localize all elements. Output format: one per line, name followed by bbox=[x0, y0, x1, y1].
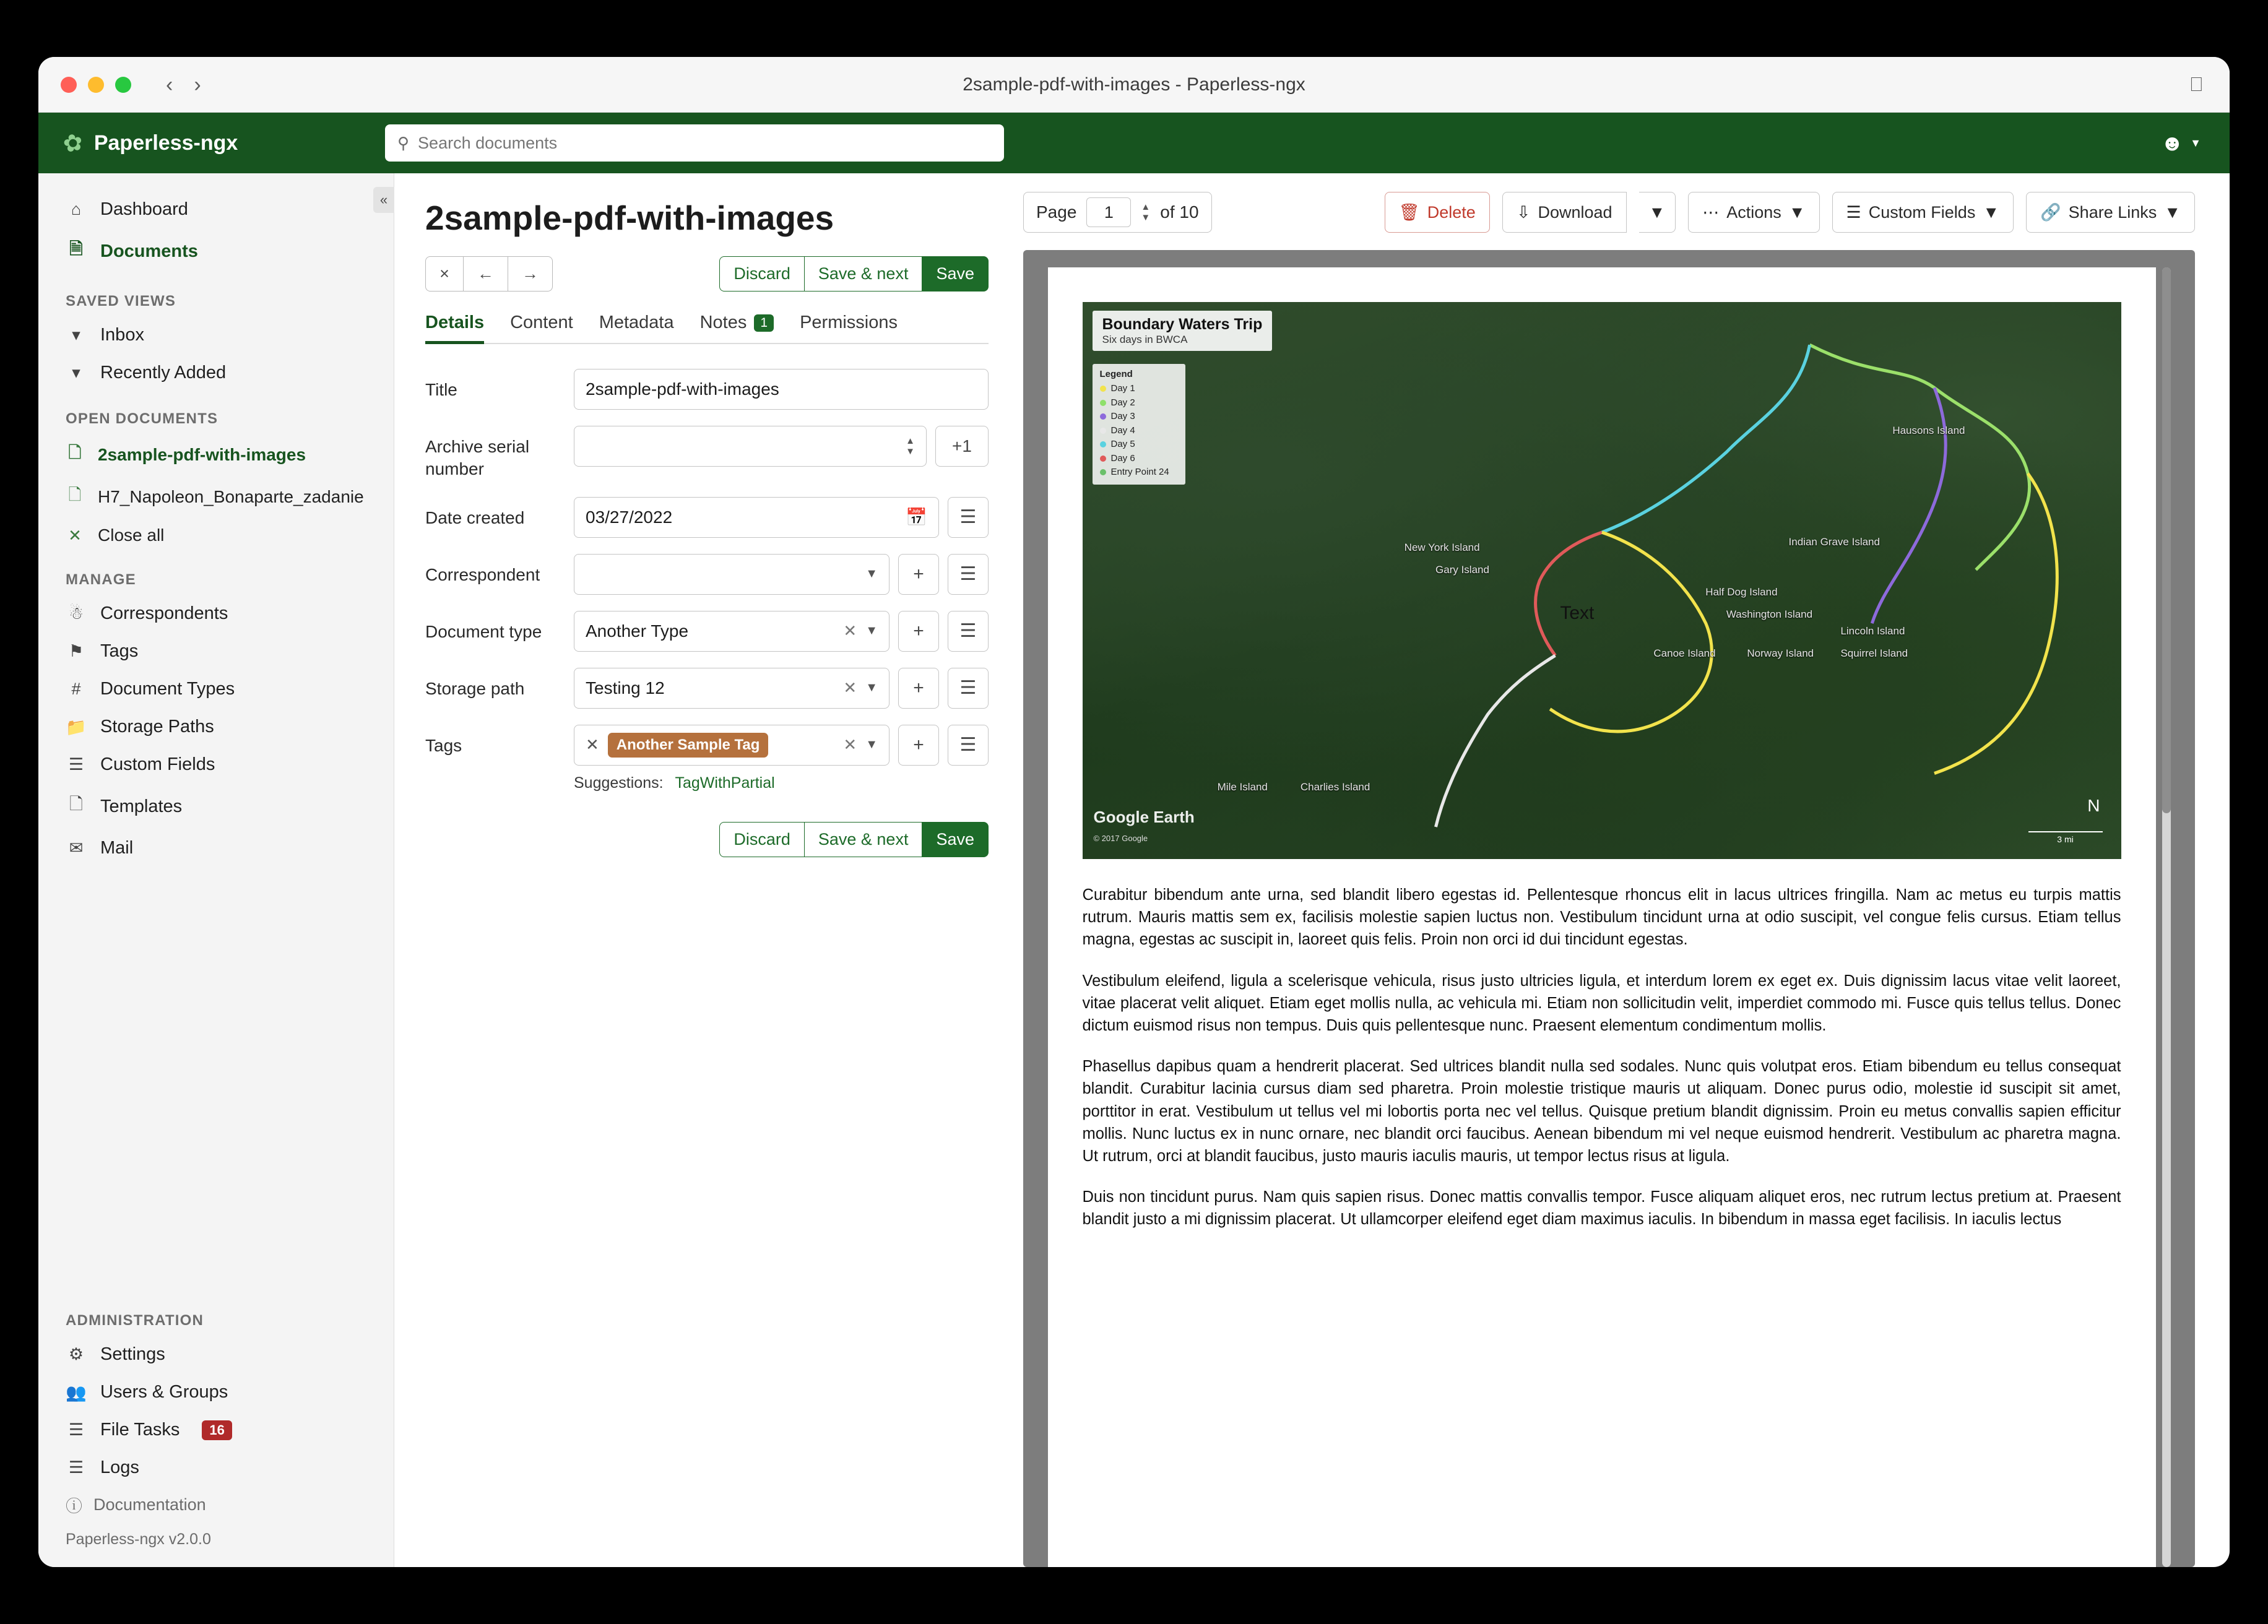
save-button-group[interactable] bbox=[719, 256, 989, 292]
sliders-icon: ☰ bbox=[68, 755, 84, 774]
sidebar-item-label: Recently Added bbox=[100, 363, 227, 382]
correspondent-filter-button[interactable]: ☰ bbox=[948, 554, 989, 595]
chevron-down-icon: ▼ bbox=[1983, 202, 2000, 222]
map-scale: 3 mi bbox=[2028, 831, 2103, 844]
sidebar-item-label: Settings bbox=[100, 1344, 165, 1364]
main-content bbox=[394, 173, 2230, 1567]
date-created-input[interactable] bbox=[574, 497, 939, 538]
legend-label: Day 6 bbox=[1110, 452, 1135, 464]
bottom-save-group bbox=[425, 822, 989, 857]
title-value: 2sample-pdf-with-images bbox=[586, 379, 779, 399]
date-created-value: 03/27/2022 bbox=[586, 507, 673, 527]
actions-button[interactable] bbox=[1688, 192, 1819, 233]
sidebar-item-custom-fields[interactable] bbox=[38, 746, 394, 784]
close-icon: ✕ bbox=[68, 525, 82, 545]
tab-label: Content bbox=[510, 313, 573, 332]
app-body bbox=[38, 173, 2230, 1567]
scrollbar-thumb[interactable] bbox=[2162, 267, 2171, 813]
funnel-icon: ▾ bbox=[72, 363, 80, 382]
storage-path-field-wrap bbox=[574, 668, 989, 709]
tag-chip[interactable]: Another Sample Tag bbox=[608, 733, 769, 758]
sidebar-item-mail[interactable] bbox=[38, 829, 394, 867]
sidebar-item-correspondents[interactable] bbox=[38, 595, 394, 633]
editor-tabs bbox=[425, 313, 989, 344]
correspondent-label: Correspondent bbox=[425, 564, 540, 584]
search-icon: ⚲ bbox=[397, 133, 410, 152]
map-label: Canoe Island bbox=[1653, 647, 1716, 659]
tab-permissions[interactable] bbox=[800, 313, 898, 343]
document-type-label: Document type bbox=[425, 621, 542, 641]
map-label: Half Dog Island bbox=[1705, 586, 1778, 598]
document-icon: 🗋 bbox=[68, 443, 82, 462]
back-icon[interactable]: ‹ bbox=[166, 72, 173, 97]
preview-scrollbar[interactable] bbox=[2162, 267, 2171, 1567]
brand-name: Paperless-ngx bbox=[93, 131, 238, 155]
legend-label: Day 1 bbox=[1110, 383, 1135, 394]
storage-path-select[interactable] bbox=[574, 668, 889, 709]
custom-fields-label: Custom Fields bbox=[1868, 202, 1976, 222]
legend-label: Entry Point 24 bbox=[1110, 467, 1169, 477]
person-icon: ☃ bbox=[68, 604, 84, 623]
home-icon: ⌂ bbox=[71, 200, 82, 218]
pdf-page bbox=[1048, 267, 2156, 1567]
chevron-down-icon: ▼ bbox=[1648, 202, 1666, 222]
document-type-select[interactable] bbox=[574, 611, 889, 652]
tags-label: Tags bbox=[425, 735, 462, 755]
window-titlebar bbox=[38, 57, 2230, 113]
field-row-storage-path bbox=[425, 668, 989, 709]
date-field-wrap bbox=[574, 497, 989, 538]
page-control[interactable] bbox=[1023, 192, 1212, 233]
sidebar-close-all[interactable] bbox=[38, 518, 394, 553]
account-menu[interactable] bbox=[2160, 130, 2201, 156]
download-button[interactable] bbox=[1502, 192, 1627, 233]
tab-details[interactable] bbox=[425, 313, 484, 343]
previous-document-button[interactable]: ← bbox=[464, 256, 508, 292]
sidebar-item-templates[interactable] bbox=[38, 784, 394, 829]
search-placeholder: Search documents bbox=[418, 133, 558, 152]
asn-label: Archive serial number bbox=[425, 437, 530, 479]
correspondent-select[interactable] bbox=[574, 554, 889, 595]
sidebar-item-label: Storage Paths bbox=[100, 717, 214, 736]
legend-label: Day 5 bbox=[1110, 439, 1135, 449]
actions-label: Actions bbox=[1726, 202, 1781, 222]
sidebar bbox=[38, 173, 394, 1567]
tag-icon: ⚑ bbox=[68, 642, 84, 660]
tags-field-wrap bbox=[574, 725, 989, 766]
sidebar-item-tags[interactable] bbox=[38, 633, 394, 670]
sidebar-item-label: Tags bbox=[100, 641, 139, 661]
sidebar-collapse-button[interactable]: « bbox=[373, 187, 394, 213]
page-stepper[interactable] bbox=[1141, 202, 1150, 222]
field-row-date-created bbox=[425, 497, 989, 538]
asn-input[interactable] bbox=[574, 426, 927, 467]
google-earth-logo: Google Earth bbox=[1093, 808, 1195, 826]
sidebar-section-saved-views: SAVED VIEWS bbox=[66, 293, 176, 309]
custom-fields-button[interactable] bbox=[1832, 192, 2014, 233]
map-label: Squirrel Island bbox=[1840, 647, 1908, 659]
funnel-icon: ▾ bbox=[72, 326, 80, 344]
tag-suggestions bbox=[574, 774, 989, 792]
date-created-label: Date created bbox=[425, 508, 525, 527]
delete-label: Delete bbox=[1427, 202, 1476, 222]
folder-icon: 📁 bbox=[66, 717, 87, 736]
chevron-down-icon: ▼ bbox=[865, 624, 878, 638]
share-links-button[interactable] bbox=[2026, 192, 2195, 233]
field-row-archive-serial-number bbox=[425, 426, 989, 481]
map-label: New York Island bbox=[1404, 542, 1480, 553]
storage-path-value: Testing 12 bbox=[586, 678, 665, 698]
link-icon: 🔗 bbox=[2040, 203, 2061, 222]
sidebar-item-label: Custom Fields bbox=[100, 754, 215, 774]
discard-button[interactable]: Discard bbox=[719, 256, 805, 292]
next-document-button[interactable]: → bbox=[508, 256, 553, 292]
chevron-down-icon: ▼ bbox=[865, 567, 878, 581]
download-label: Download bbox=[1538, 202, 1612, 222]
nav-button-group[interactable] bbox=[425, 256, 553, 292]
share-links-label: Share Links bbox=[2068, 202, 2157, 222]
tab-label: Details bbox=[425, 313, 485, 332]
page-total: of 10 bbox=[1160, 202, 1199, 222]
stepper-up-icon: ▲ bbox=[906, 436, 915, 446]
tab-metadata[interactable] bbox=[599, 313, 674, 343]
map-image bbox=[1083, 302, 2121, 859]
asn-plus-one-button[interactable]: +1 bbox=[935, 426, 989, 467]
storage-path-label: Storage path bbox=[425, 678, 525, 698]
sidebar-item-settings[interactable] bbox=[38, 1336, 394, 1373]
sidebar-item-logs[interactable] bbox=[38, 1449, 394, 1487]
tab-content[interactable] bbox=[510, 313, 573, 343]
sidebar-item-inbox[interactable] bbox=[38, 316, 394, 354]
asn-stepper[interactable] bbox=[906, 436, 915, 456]
suggestions-label: Suggestions: bbox=[574, 774, 664, 792]
chevron-down-icon: ▼ bbox=[1788, 202, 1806, 222]
sidebar-item-label: Correspondents bbox=[100, 603, 228, 623]
mail-icon: ✉ bbox=[69, 839, 84, 857]
document-icon: 🗋 bbox=[68, 485, 82, 504]
map-label: Mile Island bbox=[1217, 781, 1268, 793]
sidebar-item-storage-paths[interactable] bbox=[38, 708, 394, 746]
sidebar-item-label: Document Types bbox=[100, 679, 235, 699]
pdf-viewer[interactable] bbox=[1023, 250, 2195, 1567]
field-row-document-type bbox=[425, 611, 989, 652]
sidebar-item-label: Dashboard bbox=[100, 199, 188, 219]
map-label: Lincoln Island bbox=[1840, 625, 1905, 637]
leaf-icon: ✿ bbox=[61, 128, 85, 158]
field-row-tags bbox=[425, 725, 989, 766]
sidebar-item-recently-added[interactable] bbox=[38, 354, 394, 392]
window-controls[interactable] bbox=[61, 77, 131, 93]
page-label: Page bbox=[1036, 202, 1077, 222]
app-window bbox=[38, 57, 2230, 1567]
forward-icon[interactable]: › bbox=[194, 72, 201, 97]
ellipsis-icon: ⋯ bbox=[1702, 202, 1720, 222]
map-label: Charlies Island bbox=[1300, 781, 1370, 793]
date-filter-button[interactable]: ☰ bbox=[948, 497, 989, 538]
brand[interactable] bbox=[63, 129, 385, 157]
sidebar-item-label: Users & Groups bbox=[100, 1382, 228, 1402]
document-paragraph: Duis non tincidunt purus. Nam quis sapien risus. Donec mattis convallis tempor. Fusce aliquam aliquet eros, nec rutrum lectus pretium at. Praesent blandit justo a mi dignissim placerat. Ut ullamcorper eleifend eget diam maximus iaculis. In bibendum in massa eget facilisis. In iaculis lectus bbox=[1082, 1188, 2121, 1229]
sidebar-item-label: Mail bbox=[100, 838, 134, 858]
hash-icon: # bbox=[71, 680, 81, 698]
notes-badge: 1 bbox=[754, 314, 774, 332]
document-type-value: Another Type bbox=[586, 621, 689, 641]
legend-label: Day 3 bbox=[1110, 411, 1135, 421]
tags-select[interactable] bbox=[574, 725, 889, 766]
sidebar-item-document-types[interactable] bbox=[38, 670, 394, 708]
documentation-label: Documentation bbox=[93, 1495, 206, 1514]
tab-label: Notes bbox=[699, 313, 747, 332]
clear-icon[interactable]: ✕ bbox=[843, 735, 857, 754]
document-paragraph: Phasellus dapibus quam a hendrerit placerat. Sed ultrices blandit nulla sed sodales. Nunc quis volutpat eros. Etiam bibendum eu tellus consequat blandit. Curabitur lacinia cursus diam sed pharetra. Proin molestie tristique mauris ut aliquam. Donec purus odio, molestie id suscipit sit amet, porttitor in erat. Vestibulum ut tellus vel mi lobortis porta nec vel tellus. Quisque pretium blandit dignissim. Proin eu metus convallis sapien efficitur mollis. Nunc luctus ex in nunc ornare, nec blandit orci faucibus. Aenean bibendum mi vel neque euismod hendrerit. Vestibulum ac pharetra magna. Ut rutrum, orci at blandit faucibus, justo mauris iaculis mauris, ut tempor lectus risus at ligula. bbox=[1082, 1058, 2121, 1165]
sidebar-item-users-groups[interactable] bbox=[38, 1373, 394, 1411]
sidebar-item-label: Logs bbox=[100, 1458, 139, 1477]
close-window-button[interactable] bbox=[61, 77, 77, 93]
legend-label: Day 4 bbox=[1110, 425, 1135, 436]
save-and-next-button-bottom[interactable]: Save & next bbox=[805, 822, 923, 857]
tab-notes[interactable] bbox=[700, 313, 774, 343]
legend-label: Day 2 bbox=[1110, 397, 1135, 408]
map-label: Norway Island bbox=[1747, 647, 1814, 659]
page-number-input[interactable]: 1 bbox=[1086, 197, 1131, 227]
sidebar-section-manage: MANAGE bbox=[66, 571, 136, 588]
download-icon: ⇩ bbox=[1516, 202, 1531, 222]
correspondent-add-button[interactable]: + bbox=[898, 554, 939, 595]
trash-icon: 🗑 bbox=[1398, 203, 1420, 222]
field-row-title bbox=[425, 369, 989, 410]
search-input[interactable] bbox=[385, 124, 1004, 162]
map-label: Gary Island bbox=[1435, 564, 1489, 576]
title-label: Title bbox=[425, 380, 457, 399]
documentation-link[interactable] bbox=[38, 1487, 394, 1523]
calendar-icon[interactable]: 📅 bbox=[906, 508, 927, 527]
document-type-filter-button[interactable]: ☰ bbox=[948, 611, 989, 652]
tab-label: Permissions bbox=[800, 313, 898, 332]
file-tasks-badge: 16 bbox=[202, 1420, 232, 1440]
remove-tag-icon[interactable]: ✕ bbox=[586, 735, 599, 754]
stepper-down-icon: ▼ bbox=[1141, 212, 1151, 223]
clear-icon[interactable]: ✕ bbox=[843, 678, 857, 698]
document-editor bbox=[394, 173, 1013, 1567]
window-title: 2sample-pdf-with-images - Paperless-ngx bbox=[963, 74, 1305, 95]
sidebar-item-label: Inbox bbox=[100, 325, 144, 345]
document-preview bbox=[1013, 173, 2230, 1567]
log-icon: ☰ bbox=[68, 1458, 84, 1477]
sidebar-item-file-tasks[interactable] bbox=[38, 1411, 394, 1449]
map-label: Indian Grave Island bbox=[1788, 536, 1880, 548]
map-center-text: Text bbox=[1560, 603, 1595, 623]
sidebar-open-doc-1[interactable] bbox=[38, 434, 394, 476]
chevron-down-icon: ▼ bbox=[2164, 202, 2181, 222]
sidebar-item-dashboard[interactable] bbox=[38, 191, 394, 228]
open-doc-label: 2sample-pdf-with-images bbox=[98, 445, 306, 464]
map-credit: © 2017 Google bbox=[1093, 834, 1148, 843]
save-and-next-button[interactable]: Save & next bbox=[805, 256, 923, 292]
map-title: Boundary Waters Trip bbox=[1102, 316, 1263, 333]
sidebar-spacer bbox=[38, 867, 394, 1294]
sidebar-section-administration: ADMINISTRATION bbox=[66, 1312, 204, 1329]
asn-field-wrap bbox=[574, 426, 989, 467]
legend-title: Legend bbox=[1099, 369, 1133, 379]
discard-button-bottom[interactable]: Discard bbox=[719, 822, 805, 857]
storage-path-add-button[interactable]: + bbox=[898, 668, 939, 709]
suggestion-link[interactable]: TagWithPartial bbox=[675, 774, 775, 792]
stepper-up-icon: ▲ bbox=[1141, 202, 1151, 212]
help-icon: ⓘ bbox=[66, 1497, 82, 1516]
browser-nav[interactable] bbox=[166, 74, 201, 95]
title-input[interactable] bbox=[574, 369, 989, 410]
clear-icon[interactable]: ✕ bbox=[843, 621, 857, 641]
chevron-down-icon: ▼ bbox=[2190, 136, 2201, 149]
map-label: Washington Island bbox=[1726, 608, 1813, 620]
document-paragraph: Vestibulum eleifend, ligula a scelerisque vehicula, risus justo ultricies ligula, et interdum lorem ex eget ex. Duis dignissim lacus vitae velit laoreet, vitae placerat velit aliquet. Etiam eget mollis nulla, ac vehicula mi. Etiam non sollicitudin velit, imperdiet commodo mi. Fusce quis tellus tellus. Donec dictum euismod risus non tempus. Duis quis pellentesque nunc. Praesent elementum condimentum mollis. bbox=[1082, 972, 2121, 1035]
page-title: 2sample-pdf-with-images bbox=[425, 199, 834, 237]
sidebar-item-documents[interactable] bbox=[38, 228, 394, 274]
delete-button[interactable] bbox=[1385, 192, 1490, 233]
list-icon: ☰ bbox=[68, 1420, 84, 1439]
app-header bbox=[38, 113, 2230, 173]
save-button-bottom[interactable]: Save bbox=[922, 822, 989, 857]
open-doc-label: H7_Napoleon_Bonaparte_zadanie bbox=[98, 487, 364, 506]
map-subtitle: Six days in BWCA bbox=[1102, 334, 1188, 345]
sliders-icon: ☰ bbox=[1846, 202, 1861, 222]
minimize-window-button[interactable] bbox=[88, 77, 104, 93]
map-routes bbox=[1083, 302, 2121, 859]
tags-add-button[interactable]: + bbox=[898, 725, 939, 766]
users-icon: 👥 bbox=[66, 1383, 87, 1402]
document-type-field-wrap bbox=[574, 611, 989, 652]
sidebar-open-doc-2[interactable] bbox=[38, 476, 394, 518]
field-row-correspondent bbox=[425, 554, 989, 595]
document-paragraph: Curabitur bibendum ante urna, sed blandit libero egestas id. Pellentesque rhoncus elit in lacus ultrices fringilla. Nam ac metus eu turpis mattis rutrum. Mauris mattis sem ex, facilisis molestie sapien luctus non. Vestibulum tincidunt urna at odio suscipit, vel congue felis cursus. Etiam tellus magna, egestas ac suscipit in, laoreet quis felis. Proin non orci id dui tincidunt egestas. bbox=[1082, 886, 2121, 949]
editor-toolbar bbox=[425, 256, 989, 292]
sidebar-item-label: File Tasks bbox=[100, 1420, 180, 1440]
save-button[interactable]: Save bbox=[922, 256, 989, 292]
tab-label: Metadata bbox=[599, 313, 674, 332]
avatar: ☻ bbox=[2160, 130, 2184, 155]
stepper-down-icon: ▼ bbox=[906, 446, 915, 457]
preview-toolbar bbox=[1023, 192, 2195, 233]
title-field-wrap bbox=[574, 369, 989, 410]
file-icon: 🗋 bbox=[69, 795, 83, 813]
document-type-add-button[interactable]: + bbox=[898, 611, 939, 652]
share-icon[interactable]: ⎕ bbox=[2190, 72, 2202, 95]
sidebar-item-label: Templates bbox=[100, 796, 183, 816]
close-document-button[interactable]: × bbox=[425, 256, 464, 292]
maximize-window-button[interactable] bbox=[115, 77, 131, 93]
tags-filter-button[interactable]: ☰ bbox=[948, 725, 989, 766]
map-label: Hausons Island bbox=[1892, 425, 1965, 436]
storage-path-filter-button[interactable]: ☰ bbox=[948, 668, 989, 709]
documents-icon: 🗎 bbox=[69, 240, 83, 258]
sidebar-section-open-documents: OPEN DOCUMENTS bbox=[66, 410, 219, 427]
correspondent-field-wrap bbox=[574, 554, 989, 595]
sidebar-footer bbox=[38, 1487, 394, 1567]
app-version: Paperless-ngx v2.0.0 bbox=[66, 1531, 211, 1548]
chevron-down-icon: ▼ bbox=[865, 738, 878, 752]
download-dropdown-button[interactable] bbox=[1639, 192, 1676, 233]
close-all-label: Close all bbox=[98, 525, 165, 545]
chevron-down-icon: ▼ bbox=[865, 681, 878, 695]
sidebar-item-label: Documents bbox=[100, 241, 198, 261]
compass-icon: N bbox=[2087, 796, 2100, 815]
gear-icon: ⚙ bbox=[68, 1345, 84, 1363]
